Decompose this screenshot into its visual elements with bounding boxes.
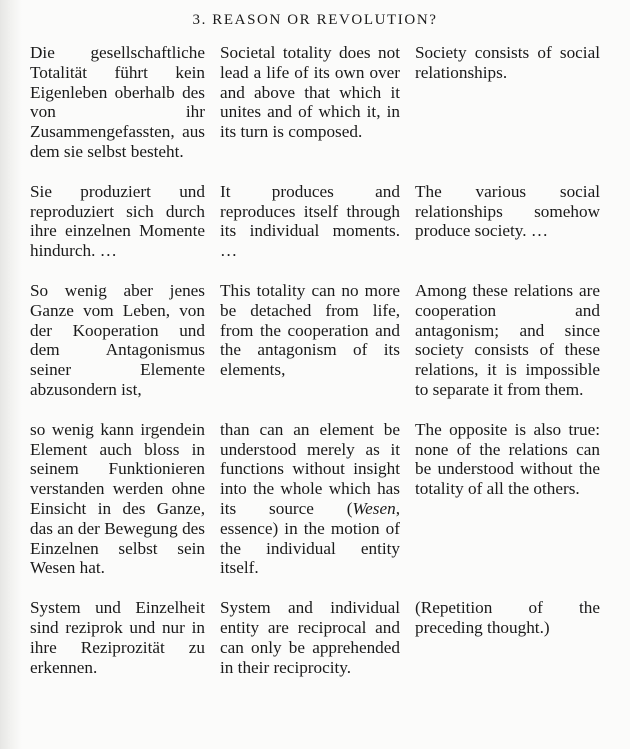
text-row-1 [30,43,600,162]
plain-summary-4: The opposite is also true: none of the relations can be understood without the totality of all the others. [415,419,600,499]
plain-summary-5: (Repetition of the preceding thought.) [415,598,600,637]
english-translation-5: System and individual entity are reciprocal and can only be apprehended in their reciprocity. [220,598,400,677]
german-original-3: So wenig aber jenes Ganze vom Leben, von der Kooperation und dem Antagonismus seiner Elemente abzusondern ist, [30,280,205,399]
text-row-4 [30,420,600,578]
english-translation-3: This totality can no more be detached from life, from the cooperation and the antagonism of its elements, [220,280,400,380]
text-row-2 [30,182,600,261]
english-translation-4-italic-term: Wesen [352,498,396,518]
english-translation-2: It produces and reproduces itself through its individual moments. … [220,181,400,261]
plain-summary-1: Society consists of social relationships. [415,43,600,82]
scan-binding-shadow [0,0,22,749]
text-row-3 [30,281,600,400]
german-original-5: System und Einzelheit sind reziprok und nur in ihre Reziprozität zu erkennen. [30,598,205,677]
page-heading: 3. REASON OR REVOLUTION? [192,12,438,28]
plain-summary-3: Among these relations are cooperation and antagonism; and since society consists of these relations, it is impossible to separate it from them. [415,280,600,399]
english-translation-4-part-2: , essence) in the motion of the individual entity itself. [220,498,400,578]
german-original-1: Die gesellschaftliche Totalität führt kein Eigenleben oberhalb des von ihr Zusammengefassten, aus dem sie selbst besteht. [30,43,205,161]
english-translation-1: Societal totality does not lead a life of its own over and above that which it unites and of which it, in its turn is composed. [220,43,400,142]
plain-summary-2: The various social relationships somehow produce society. … [415,181,600,241]
english-translation-4 [220,420,400,578]
parallel-text-table [30,43,600,677]
german-original-4: so wenig kann irgendein Element auch bloss in seinem Funktionieren verstanden werden ohne Einsicht in des Ganze, das an der Bewegung des Einzelnen selbst sein Wesen hat. [30,419,205,578]
german-original-2: Sie produziert und reproduziert sich durch ihre einzelnen Momente hindurch. … [30,181,205,261]
english-translation-4-part-1: than can an element be understood merely as it functions without insight into the whole which has its source ( [220,419,400,518]
text-row-5 [30,598,600,677]
